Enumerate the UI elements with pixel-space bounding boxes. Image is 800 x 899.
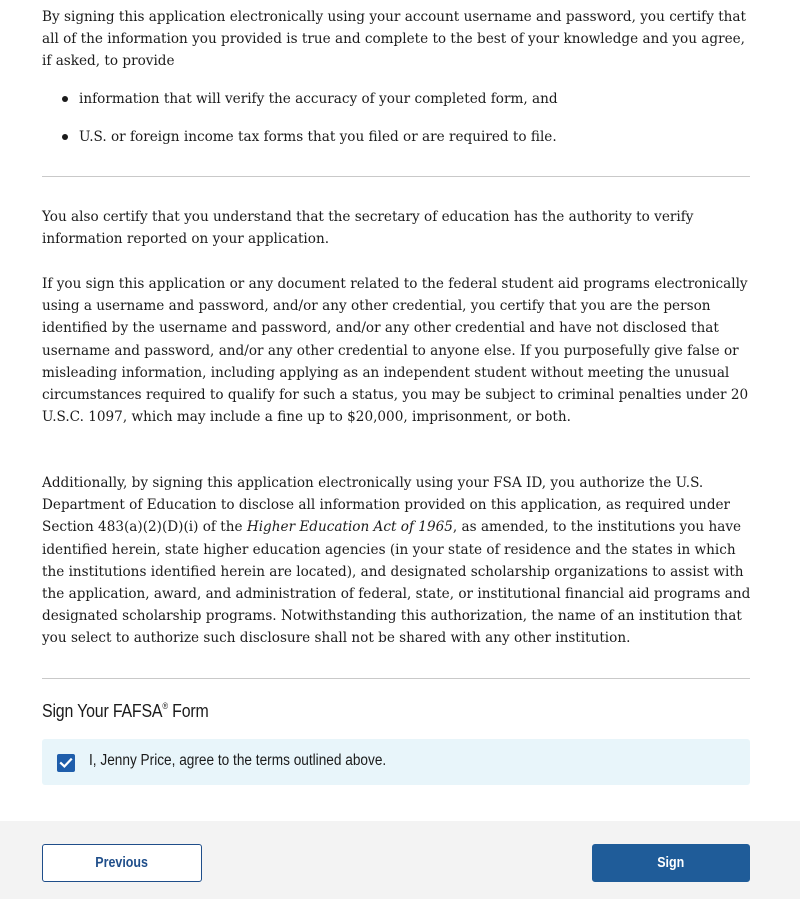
- bullet-icon: [62, 134, 68, 140]
- disclosure-text-start: Additionally, by signing this application electronically using your FSA ID, you authorize the U.S. Department of Education to disclose all information provided on this application, as required under Section 483(a)(2)(D)(i) of the: [42, 475, 731, 536]
- sign-form-heading: Sign Your FAFSA® Form: [42, 700, 209, 721]
- previous-button[interactable]: [42, 844, 202, 882]
- certification-list: [42, 88, 752, 164]
- checkmark-icon: [59, 756, 73, 770]
- list-item-text: U.S. or foreign income tax forms that you filed or are required to file.: [79, 129, 557, 145]
- sign-button[interactable]: [592, 844, 750, 882]
- sign-button-label: Sign: [657, 855, 685, 871]
- list-item: [42, 126, 752, 148]
- secretary-paragraph: You also certify that you understand that the secretary of education has the authority to verify information reported on your application.: [42, 209, 694, 248]
- footer-bar: [0, 821, 800, 899]
- agree-label[interactable]: I, Jenny Price, agree to the terms outlined above.: [89, 752, 387, 769]
- penalty-paragraph: If you sign this application or any document related to the federal student aid programs electronically using a username and password, and/or any other credential, you certify that you are the person identified by the username and password, and/or any other credential and have not disclosed that username and password, and/or any other credential to anyone else. If you purposefully give false or misleading information, including applying as an independent student without meeting the unusual circumstances required to qualify for such a status, you may be subject to criminal penalties under 20 U.S.C. 1097, which may include a fine up to $20,000, imprisonment, or both.: [42, 276, 749, 426]
- previous-button-label: Previous: [95, 855, 149, 871]
- act-title: Higher Education Act of 1965: [246, 519, 453, 536]
- disclosure-text-end: , as amended, to the institutions you have identified herein, state higher education agencies (in your state of residence and the states in which the institutions identified herein are located), and designated scholarship organizations to assist with the application, award, and administration of federal, state, or institutional financial aid programs and designated scholarship programs. Notwithstanding this authorization, the name of an institution that you select to authorize such disclosure shall not be shared with any other institution.: [42, 519, 751, 647]
- agree-checkbox[interactable]: [57, 754, 75, 772]
- disclosure-paragraph: [42, 472, 754, 650]
- divider: [42, 176, 750, 177]
- registered-mark: ®: [162, 701, 168, 711]
- divider: [42, 678, 750, 679]
- bullet-icon: [62, 96, 68, 102]
- list-item-text: information that will verify the accuracy of your completed form, and: [79, 91, 558, 107]
- agree-terms-row[interactable]: [42, 739, 750, 785]
- certification-intro: By signing this application electronically using your account username and password, you certify that all of the information you provided is true and complete to the best of your knowledge and you agree, if asked, to provide: [42, 9, 746, 70]
- list-item: [42, 88, 752, 110]
